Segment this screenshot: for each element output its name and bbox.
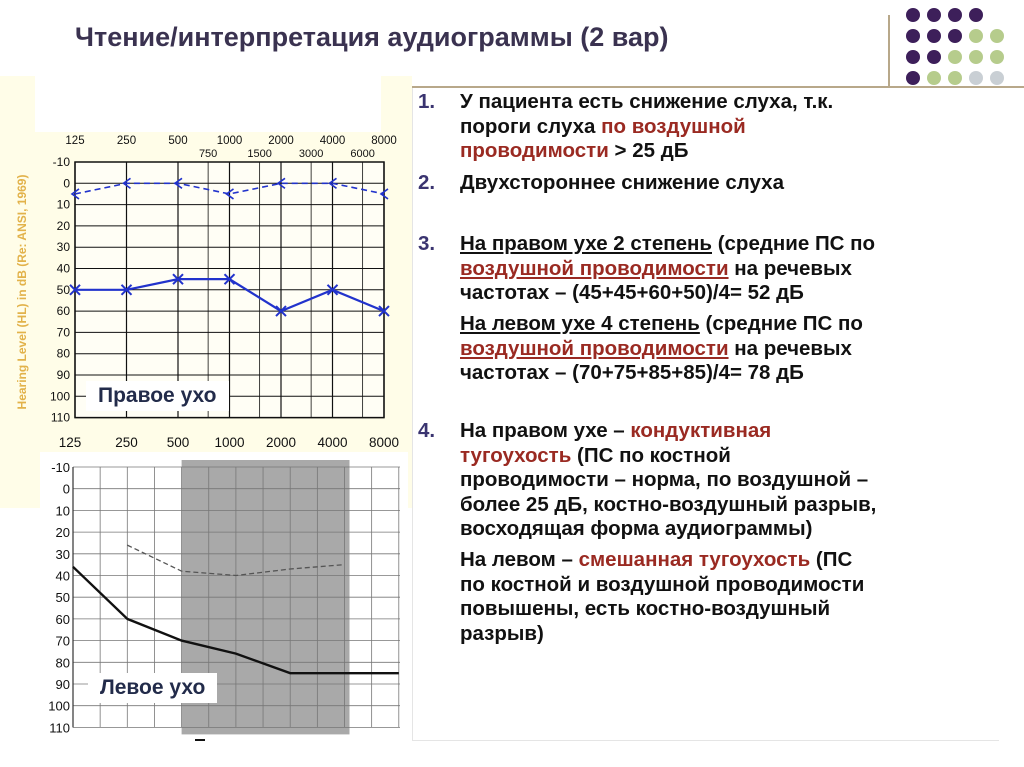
list-number-4: 4. xyxy=(418,419,436,442)
x-tick-label-mid: 750 xyxy=(198,148,218,160)
decor-dot xyxy=(927,50,941,64)
y-tick-label: 20 xyxy=(55,525,70,541)
decor-dot xyxy=(927,8,941,22)
text-run: На левом – xyxy=(460,548,579,571)
decor-dot xyxy=(948,29,962,43)
x-tick-label-bottom: 125 xyxy=(58,435,82,450)
decor-dot xyxy=(906,50,920,64)
text-line xyxy=(460,361,990,386)
y-tick-label: 60 xyxy=(56,304,70,319)
list-item-4-left-ear xyxy=(460,548,990,646)
list-number-3: 3. xyxy=(418,232,436,255)
decor-dot xyxy=(948,71,962,85)
decor-dot xyxy=(906,8,920,22)
y-tick-label: 70 xyxy=(55,633,70,649)
list-item-3 xyxy=(460,232,990,306)
text-run: Двухстороннее снижение слуха xyxy=(460,171,784,194)
text-run: на речевых xyxy=(728,256,852,280)
y-tick-label: 40 xyxy=(56,261,70,276)
highlighted-term: воздушной проводимости xyxy=(460,256,729,280)
x-tick-label-mid: 3000 xyxy=(298,148,324,160)
text-run: пороги слуха xyxy=(460,114,602,138)
y-tick-label: 110 xyxy=(50,410,70,425)
y-tick-label: 100 xyxy=(48,698,70,714)
x-tick-label-bottom: 4000 xyxy=(317,435,348,450)
y-tick-label: 90 xyxy=(56,368,70,382)
text-line xyxy=(460,573,990,598)
highlighted-term: воздушной проводимости xyxy=(460,336,729,360)
y-tick-label: 0 xyxy=(62,481,70,497)
text-line xyxy=(460,468,990,493)
y-tick-label: 40 xyxy=(55,568,70,584)
text-line xyxy=(460,281,990,306)
decor-dot xyxy=(990,50,1004,64)
text-run: на речевых xyxy=(728,336,852,360)
decor-dot xyxy=(969,8,983,22)
highlighted-term: тугоухость xyxy=(460,443,572,467)
text-line xyxy=(460,337,990,362)
x-tick-label-top: 2000 xyxy=(268,135,294,147)
text-line xyxy=(460,171,990,196)
text-run: восходящая форма аудиограммы) xyxy=(460,517,813,540)
x-tick-label-bottom: 250 xyxy=(115,435,138,450)
y-tick-label: 0 xyxy=(63,176,70,191)
decor-dot xyxy=(906,71,920,85)
text-run: частотах – (70+75+85+85)/4= 78 дБ xyxy=(460,361,804,384)
text-line xyxy=(460,312,990,337)
text-run: повышены, есть костно-воздушный xyxy=(460,597,831,620)
y-tick-label: 80 xyxy=(56,346,70,361)
y-tick-label: 60 xyxy=(55,611,70,627)
text-line xyxy=(460,139,990,164)
highlighted-term: по воздушной xyxy=(601,114,746,138)
x-tick-label-top: 250 xyxy=(116,135,137,147)
x-tick-label-bottom: 2000 xyxy=(265,435,297,450)
text-run: по костной и воздушной проводимости xyxy=(460,572,865,596)
text-run: частотах – (45+45+60+50)/4= 52 дБ xyxy=(460,281,804,304)
text-line xyxy=(460,597,990,622)
left-ear-label: Левое ухо xyxy=(88,673,217,703)
text-line xyxy=(460,115,990,140)
highlighted-term: смешанная тугоухость xyxy=(578,548,811,571)
dot-grid-icon xyxy=(906,8,1024,96)
decor-dot xyxy=(969,71,983,85)
text-line xyxy=(460,419,990,444)
decor-dot xyxy=(927,29,941,43)
x-tick-label-mid: 1500 xyxy=(247,148,272,160)
text-run: > 25 дБ xyxy=(608,139,689,162)
text-line xyxy=(460,257,990,282)
highlighted-term: кондуктивная xyxy=(630,419,772,442)
text-run: (ПС по костной xyxy=(571,443,731,467)
decor-dot xyxy=(990,29,1004,43)
text-run: разрыв) xyxy=(460,621,544,645)
y-tick-label: 110 xyxy=(49,720,70,736)
y-tick-label: 90 xyxy=(55,677,70,692)
x-tick-label-top: 4000 xyxy=(319,135,346,147)
y-tick-label: 50 xyxy=(55,590,70,606)
y-tick-label: 30 xyxy=(55,546,70,562)
text-run: (средние ПС по xyxy=(712,232,876,255)
decor-dot xyxy=(990,71,1004,85)
x-tick-label-top: 125 xyxy=(65,135,85,147)
decor-dot xyxy=(927,71,941,85)
text-line xyxy=(460,444,990,469)
text-run: проводимости – норма, по воздушной – xyxy=(460,468,869,491)
text-run: На правом ухе – xyxy=(460,419,631,442)
x-tick-label-mid: 6000 xyxy=(350,148,375,160)
y-tick-label: 80 xyxy=(55,655,70,671)
text-line xyxy=(460,493,990,518)
list-item-3-left-ear xyxy=(460,312,990,386)
decor-dot xyxy=(906,29,920,43)
right-ear-label: Правое ухо xyxy=(86,381,229,411)
text-run: (ПС xyxy=(810,548,853,571)
text-run: более 25 дБ, костно-воздушный разрыв, xyxy=(460,492,877,516)
y-tick-label: 100 xyxy=(49,389,70,404)
y-axis-label: Hearing Level (HL) in dB (Re: ANSI, 1969) xyxy=(15,174,29,410)
list-item-1 xyxy=(460,90,990,164)
text-run: На правом ухе 2 степень xyxy=(460,232,712,255)
text-line xyxy=(460,622,990,647)
highlighted-term: проводимости xyxy=(460,139,609,162)
text-run: На левом ухе 4 степень xyxy=(460,312,700,335)
x-tick-label-bottom: 8000 xyxy=(368,435,400,450)
x-tick-label-top: 500 xyxy=(168,135,188,147)
decor-dot xyxy=(969,29,983,43)
decor-dot xyxy=(969,50,983,64)
list-item-2 xyxy=(460,171,990,196)
left-ear-audiogram xyxy=(40,425,408,755)
text-line xyxy=(460,90,990,115)
list-number-1: 1. xyxy=(418,90,436,113)
list-number-2: 2. xyxy=(418,171,436,194)
slide-title: Чтение/интерпретация аудиограммы (2 вар) xyxy=(75,22,669,52)
y-tick-label: -10 xyxy=(51,460,70,475)
list-item-4 xyxy=(460,419,990,542)
x-tick-label-bottom: 500 xyxy=(166,435,190,450)
text-line xyxy=(460,548,990,573)
text-run: (средние ПС по xyxy=(699,312,863,335)
y-tick-label: 10 xyxy=(55,503,70,519)
y-tick-label: 10 xyxy=(56,197,70,212)
y-tick-label: 70 xyxy=(56,325,70,340)
decor-dot xyxy=(948,8,962,22)
y-tick-label: 50 xyxy=(56,282,70,297)
x-tick-label-top: 1000 xyxy=(216,135,243,147)
y-tick-label: 30 xyxy=(56,240,70,255)
text-line xyxy=(460,517,990,542)
text-line xyxy=(460,232,990,257)
y-tick-label: -10 xyxy=(52,155,70,169)
y-tick-label: 20 xyxy=(56,218,70,233)
x-tick-label-bottom: 1000 xyxy=(214,435,245,450)
decor-dot xyxy=(948,50,962,64)
x-tick-label-top: 8000 xyxy=(371,135,397,147)
text-run: У пациента есть снижение слуха, т.к. xyxy=(460,90,834,113)
